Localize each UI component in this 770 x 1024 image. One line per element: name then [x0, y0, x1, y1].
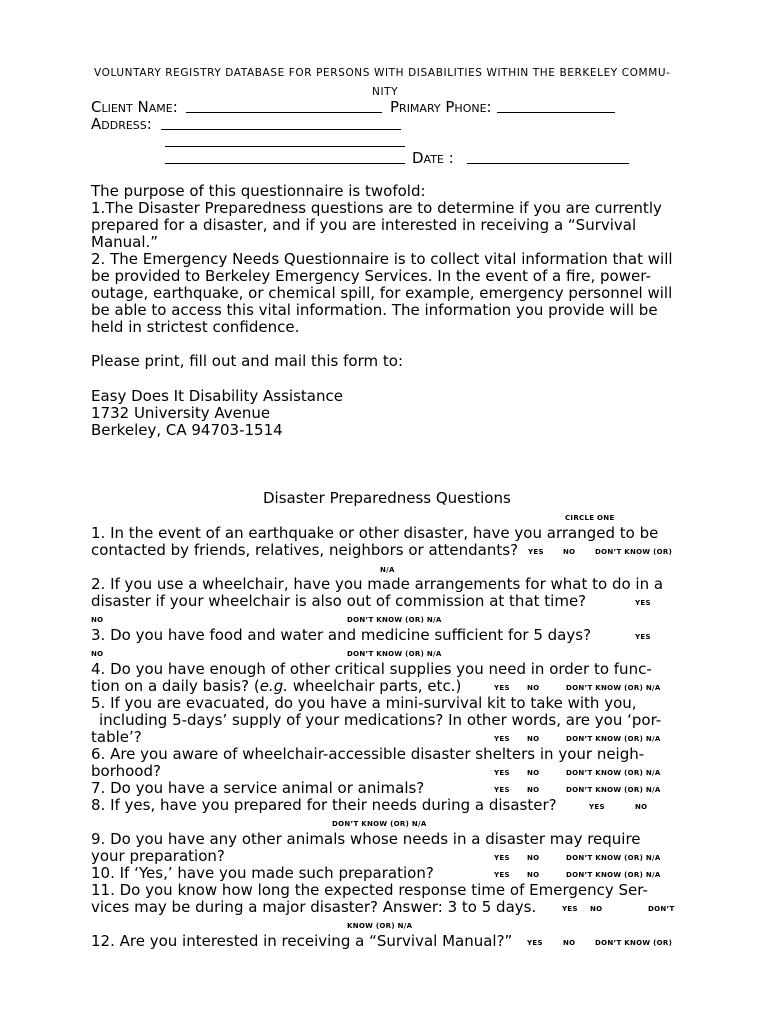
address-field-line3[interactable] — [165, 150, 405, 164]
primary-phone-label: Primary Phone: — [390, 98, 492, 116]
mailing-address-line: Berkeley, CA 94703-1514 — [91, 421, 283, 439]
answer-na[interactable]: N/A — [380, 566, 395, 574]
question-2: 2. If you use a wheelchair, have you made arrangements for what to do in a — [91, 575, 664, 593]
client-name-field[interactable] — [186, 99, 382, 113]
address-field-line1[interactable] — [161, 116, 401, 130]
answer-yes[interactable]: YES — [635, 599, 651, 607]
intro-line: prepared for a disaster, and if you are interested in receiving a “Survival — [91, 216, 637, 234]
intro-line: The purpose of this questionnaire is twofold: — [91, 182, 426, 200]
intro-line: be provided to Berkeley Emergency Services. In the event of a fire, power- — [91, 267, 651, 285]
answer-yes[interactable]: YES — [494, 684, 510, 692]
answer-dont-know-na[interactable]: DON’T KNOW (OR) N/A — [566, 735, 661, 743]
answer-no[interactable]: NO — [527, 684, 540, 692]
answer-yes[interactable]: YES — [589, 803, 605, 811]
answer-no[interactable]: NO — [91, 616, 104, 624]
intro-line: be able to access this vital information. The information you provide will be — [91, 301, 658, 319]
mailing-address-line: 1732 University Avenue — [91, 404, 271, 422]
mail-instruction: Please print, fill out and mail this form to: — [91, 352, 403, 370]
question-9: 9. Do you have any other animals whose needs in a disaster may require — [91, 830, 641, 848]
question-9-cont: your preparation? — [91, 847, 225, 865]
address-label: Address: — [91, 115, 152, 133]
answer-dont-know[interactable]: DON’T KNOW (OR) — [595, 939, 673, 947]
section-title: Disaster Preparedness Questions — [263, 489, 511, 507]
question-5-cont: including 5-days’ supply of your medications? In other words, are you ‘por- — [99, 711, 662, 729]
question-6: 6. Are you aware of wheelchair-accessible disaster shelters in your neigh- — [91, 745, 645, 763]
answer-no[interactable]: NO — [635, 803, 648, 811]
answer-no[interactable]: NO — [527, 786, 540, 794]
answer-dont-know-na[interactable]: DON’T KNOW (OR) N/A — [566, 871, 661, 879]
intro-line: Manual.” — [91, 233, 159, 251]
answer-yes[interactable]: YES — [494, 735, 510, 743]
date-label: Date : — [412, 149, 454, 167]
answer-no[interactable]: NO — [91, 650, 104, 658]
date-field[interactable] — [467, 150, 629, 164]
answer-yes[interactable]: YES — [635, 633, 651, 641]
form-title-line1: VOLUNTARY REGISTRY DATABASE FOR PERSONS WITH DISABILITIES WITHIN THE BERKELEY COMMU- — [94, 67, 671, 79]
question-3: 3. Do you have food and water and medicine sufficient for 5 days? — [91, 626, 592, 644]
answer-no[interactable]: NO — [563, 548, 576, 556]
answer-no[interactable]: NO — [527, 854, 540, 862]
answer-no[interactable]: NO — [563, 939, 576, 947]
question-11-cont: vices may be during a major disaster? Answer: 3 to 5 days. — [91, 898, 537, 916]
mailing-address-line: Easy Does It Disability Assistance — [91, 387, 343, 405]
answer-yes[interactable]: YES — [528, 548, 544, 556]
address-field-line2[interactable] — [165, 133, 405, 147]
answer-dont-know-na[interactable]: DON’T KNOW (OR) N/A — [347, 650, 442, 658]
answer-dont-know-na[interactable]: DON’T KNOW (OR) N/A — [566, 769, 661, 777]
intro-line: 2. The Emergency Needs Questionnaire is to collect vital information that will — [91, 250, 673, 268]
question-4-text-a: tion on a daily basis? ( — [91, 677, 260, 695]
answer-dont-know-na[interactable]: DON’T KNOW (OR) N/A — [566, 854, 661, 862]
question-4-cont — [91, 678, 461, 695]
form-title-line2: NITY — [372, 86, 399, 98]
answer-yes[interactable]: YES — [562, 905, 578, 913]
primary-phone-field[interactable] — [497, 99, 615, 113]
question-10: 10. If ‘Yes,’ have you made such preparation? — [91, 864, 434, 882]
question-8: 8. If yes, have you prepared for their needs during a disaster? — [91, 796, 557, 814]
answer-yes[interactable]: YES — [494, 786, 510, 794]
question-7: 7. Do you have a service animal or animals? — [91, 779, 425, 797]
answer-dont-know-na[interactable]: DON’T KNOW (OR) N/A — [347, 616, 442, 624]
answer-no[interactable]: NO — [590, 905, 603, 913]
answer-no[interactable]: NO — [527, 871, 540, 879]
answer-no[interactable]: NO — [527, 769, 540, 777]
answer-dont-know-na[interactable]: DON’T KNOW (OR) N/A — [566, 684, 661, 692]
answer-yes[interactable]: YES — [494, 871, 510, 879]
intro-line: 1.The Disaster Preparedness questions are to determine if you are currently — [91, 199, 662, 217]
question-5-cont2: table’? — [91, 728, 142, 746]
question-11: 11. Do you know how long the expected response time of Emergency Ser- — [91, 881, 648, 899]
intro-line: outage, earthquake, or chemical spill, for example, emergency personnel will — [91, 284, 673, 302]
question-6-cont: borhood? — [91, 762, 161, 780]
question-1-cont: contacted by friends, relatives, neighbors or attendants? — [91, 541, 519, 559]
answer-dont-know-na[interactable]: DON’T KNOW (OR) N/A — [566, 786, 661, 794]
question-5: 5. If you are evacuated, do you have a mini-survival kit to take with you, — [91, 694, 637, 712]
answer-dont[interactable]: DON’T — [648, 905, 675, 913]
answer-yes[interactable]: YES — [527, 939, 543, 947]
circle-one-instruction: CIRCLE ONE — [565, 514, 615, 522]
question-1: 1. In the event of an earthquake or other disaster, have you arranged to be — [91, 524, 659, 542]
question-4-eg: e.g. — [259, 677, 288, 695]
intro-line: held in strictest confidence. — [91, 318, 300, 336]
answer-dont-know-na[interactable]: DON’T KNOW (OR) N/A — [332, 820, 427, 828]
question-4-text-c: wheelchair parts, etc.) — [288, 677, 462, 695]
answer-no[interactable]: NO — [527, 735, 540, 743]
client-name-label: Client Name: — [91, 98, 178, 116]
answer-dont-know[interactable]: DON’T KNOW (OR) — [595, 548, 673, 556]
answer-know-na[interactable]: KNOW (OR) N/A — [347, 922, 413, 930]
question-12: 12. Are you interested in receiving a “Survival Manual?” — [91, 932, 513, 950]
answer-yes[interactable]: YES — [494, 854, 510, 862]
answer-yes[interactable]: YES — [494, 769, 510, 777]
question-2-cont: disaster if your wheelchair is also out of commission at that time? — [91, 592, 587, 610]
question-4: 4. Do you have enough of other critical supplies you need in order to func- — [91, 660, 652, 678]
